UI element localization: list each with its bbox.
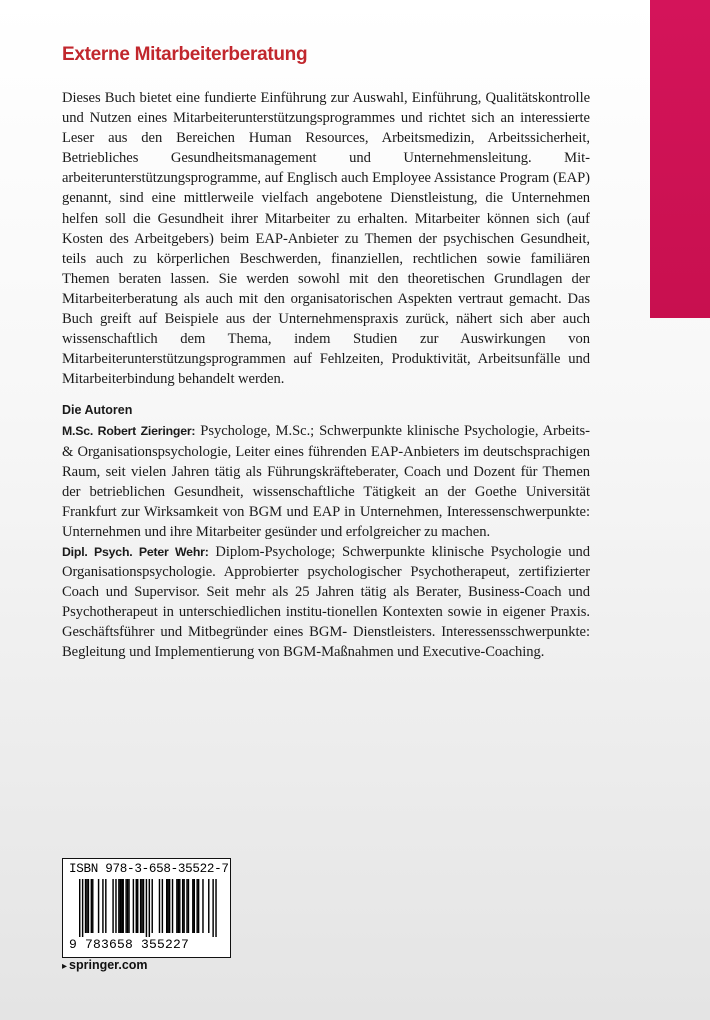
barcode-bar (167, 879, 168, 933)
barcode-bar (133, 879, 134, 933)
barcode-bar (166, 879, 167, 933)
barcode-bar (149, 879, 150, 937)
barcode-bar (159, 879, 160, 933)
barcode-bar (85, 879, 86, 933)
barcode-bar (105, 879, 106, 933)
barcode-bar (120, 879, 121, 933)
barcode-bar (169, 879, 170, 933)
barcode-bar (208, 879, 209, 933)
barcode-bar (212, 879, 213, 937)
barcode-bar (82, 879, 83, 937)
barcode (69, 879, 224, 937)
barcode-bar (183, 879, 184, 933)
author-name: M.Sc. Robert Zieringer: (62, 424, 196, 439)
publisher-link[interactable] (62, 958, 148, 972)
barcode-bar (186, 879, 187, 933)
barcode-bar (143, 879, 144, 933)
barcode-bar (98, 879, 99, 933)
back-cover-text (62, 44, 590, 663)
barcode-bar (86, 879, 87, 933)
barcode-bar (162, 879, 163, 933)
authors-heading: Die Autoren (62, 403, 133, 418)
barcode-bar (176, 879, 177, 933)
accent-bar (650, 0, 710, 318)
author-entry (62, 421, 590, 542)
barcode-digits: 9 783658 355227 (69, 937, 190, 952)
barcode-bar (198, 879, 199, 933)
barcode-bar (137, 879, 138, 933)
barcode-bar (91, 879, 92, 933)
barcode-bar (92, 879, 93, 933)
barcode-bar (125, 879, 126, 933)
barcode-bar (112, 879, 113, 933)
barcode-bar (128, 879, 129, 933)
barcode-bar (178, 879, 179, 933)
barcode-bar (194, 879, 195, 933)
barcode-bar (215, 879, 216, 937)
barcode-bar (79, 879, 80, 937)
barcode-bar (192, 879, 193, 933)
isbn-label: ISBN 978-3-658-35522-7 (69, 862, 229, 876)
barcode-bar (140, 879, 141, 933)
barcode-bar (202, 879, 203, 933)
publisher-url: springer.com (69, 958, 148, 972)
author-entry (62, 542, 590, 663)
barcode-bar (127, 879, 128, 933)
barcode-bar (136, 879, 137, 933)
barcode-bar (141, 879, 142, 933)
barcode-bar (123, 879, 124, 933)
barcode-bar (179, 879, 180, 933)
book-description: Dieses Buch bietet eine fundierte Einführung zur Auswahl, Einführung, Qualitätskontrolle und Nutzen eines Mitarbeiterunterstützungsprogrammes und richtet sich an interessierte Leser aus den Bereichen Human Resources, Arbeitsmedizin, Arbeitssicherheit, Betriebliches Gesundheitsmanagement und Unternehmensleitung. Mitarbeiterunterstützungsprogramme, auf Englisch auch Employee Assistance Program (EAP) genannt, sind eine mittlerweile vielfach angebotene Dienstleistung, die Unternehmen helfen soll die Gesundheit ihrer Mitarbeiter zu erhalten. Mitarbeiter können sich (auf Kosten des Arbeitgebers) beim EAP-Anbieter zu Themen der psychischen Gesundheit, teils auch zu körperlichen Beschwerden, finanziellen, rechtlichen sowie familiären Themen beraten lassen. Sie werden sowohl mit den theoretischen Grundlagen der Mitarbeiterberatung als auch mit den organisatorischen Aspekten vertraut gemacht. Das Buch greift auf Beispiele aus der Unternehmenspraxis zurück, nähert sich aber auch wissenschaftlich dem Thema, indem Studien zur Auswirkungen von Mitarbeiterunterstützungsprogrammen auf Fehlzeiten, Produktivität, Arbeitsunfälle und Mitarbeiterbindung behandelt werden. (62, 90, 590, 388)
arrow-right-icon: ▸ (62, 961, 68, 972)
barcode-bar (182, 879, 183, 933)
barcode-bar (118, 879, 119, 933)
author-bio: Diplom-Psychologe; Schwerpunkte klinische Psychologie und Organisationspsychologie. Approbierter psychologischer Psychotherapeut, zertifizierter Coach und Supervisor. Seit mehr als 25 Jahren tätig als Berater, Business-Coach und Psychotherapeut in unterschiedlichen institu-tionellen Kontexten sowie in eigener Praxis. Geschäftsführer und Mitbegründer eines BGM- Dienstleisters. Interessensschwerpunkte: Begleitung und Implementierung von BGM-Maßnahmen und Executive-Coaching. (62, 543, 590, 661)
barcode-bar (115, 879, 116, 933)
barcode-bar (172, 879, 173, 933)
barcode-bar (121, 879, 122, 933)
barcode-bar (88, 879, 89, 933)
book-title: Externe Mitarbeiterberatung (62, 44, 308, 65)
barcode-bar (196, 879, 197, 933)
author-name: Dipl. Psych. Peter Wehr: (62, 544, 209, 559)
author-bio: Psychologe, M.Sc.; Schwerpunkte klinische Psychologie, Arbeits- & Organisationspsychologie, Leiter eines führenden EAP-Anbieters im deutschsprachigen Raum, seit vielen Jahren tätig als Führungskräfteberater, Coach und Dozent für Themen der betrieblichen Gesundheit, wissenschaftliche Tätigkeit an der Goethe Universität Frankfurt zur Wirksamkeit von BGM und EAP in Unternehmen, Interessenschwerpunkte: Unternehmen und ihre Mitarbeiter gesünder und erfolgreicher zu machen. (62, 423, 590, 540)
isbn-barcode-box (62, 858, 231, 958)
barcode-bar (146, 879, 147, 937)
barcode-bar (152, 879, 153, 933)
barcode-bar (188, 879, 189, 933)
barcode-bar (102, 879, 103, 933)
